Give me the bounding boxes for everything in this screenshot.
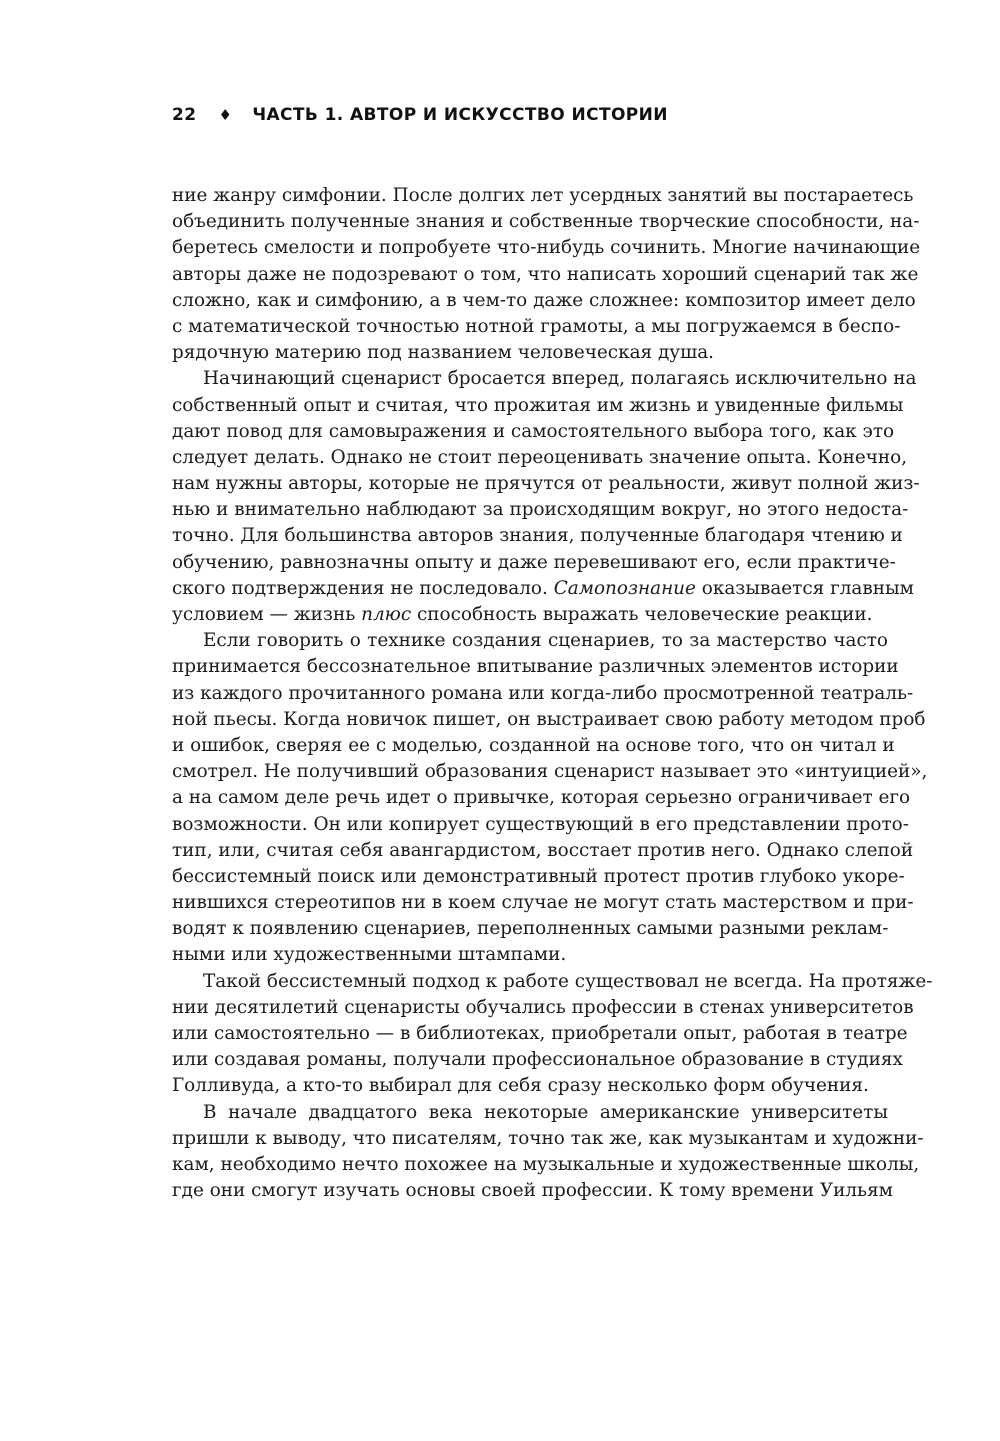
paragraph bbox=[172, 366, 920, 628]
text-span: оказывается главным bbox=[695, 577, 914, 599]
text-line: дают повод для самовыражения и самостоятельного выбора того, как это bbox=[172, 420, 895, 442]
text-line: Такой бессистемный подход к работе существовал не всегда. На протяже- bbox=[203, 970, 933, 992]
text-span: ского подтверждения не последовало. bbox=[172, 577, 554, 599]
text-line: пришли к выводу, что писателям, точно так же, как музыкантам и художни- bbox=[172, 1127, 924, 1149]
text-line: возможности. Он или копирует существующий в его представлении прото- bbox=[172, 813, 909, 835]
running-header bbox=[172, 105, 668, 125]
page-number: 22 bbox=[172, 105, 197, 125]
text-line: точно. Для большинства авторов знания, полученные благодаря чтению и bbox=[172, 525, 903, 547]
text-line: нии десятилетий сценаристы обучались профессии в стенах университетов bbox=[172, 996, 914, 1018]
italic-term: плюс bbox=[361, 604, 412, 625]
text-line: бессистемный поиск или демонстративный протест против глубоко укоре- bbox=[172, 865, 905, 887]
text-line: Голливуда, а кто-то выбирал для себя сразу несколько форм обучения. bbox=[172, 1075, 869, 1097]
diamond-separator-icon: ♦ bbox=[218, 106, 233, 124]
paragraph bbox=[172, 628, 928, 968]
text-line: где они смогут изучать основы своей профессии. К тому времени Уильям bbox=[172, 1180, 893, 1202]
text-line: кам, необходимо нечто похожее на музыкальные и художественные школы, bbox=[172, 1153, 920, 1175]
text-line: обучению, равнозначны опыту и даже перевешивают его, если практиче- bbox=[172, 551, 896, 573]
text-line: смотрел. Не получивший образования сценарист называет это «интуицией», bbox=[172, 761, 928, 783]
text-line: сложно, как и симфонию, а в чем-то даже сложнее: композитор имеет дело bbox=[172, 289, 916, 311]
chapter-title: ЧАСТЬ 1. АВТОР И ИСКУССТВО ИСТОРИИ bbox=[252, 105, 668, 125]
text-line: рядочную материю под названием человеческая душа. bbox=[172, 342, 715, 364]
text-line: тип, или, считая себя авангардистом, восстает против него. Однако слепой bbox=[172, 839, 914, 861]
text-line: ной пьесы. Когда новичок пишет, он выстраивает свою работу методом проб bbox=[172, 708, 926, 730]
text-line: нью и внимательно наблюдают за происходящим вокруг, но этого недоста- bbox=[172, 499, 909, 521]
paragraph bbox=[172, 1100, 924, 1205]
text-line: Если говорить о технике создания сценариев, то за мастерство часто bbox=[203, 630, 888, 652]
text-span: способность выражать человеческие реакции. bbox=[411, 604, 873, 625]
text-line bbox=[172, 576, 914, 602]
text-line: или создавая романы, получали профессиональное образование в студиях bbox=[172, 1049, 903, 1071]
text-line: собственный опыт и считая, что прожитая им жизнь и увиденные фильмы bbox=[172, 394, 904, 416]
text-line: В начале двадцатого века некоторые американские университеты bbox=[203, 1101, 888, 1123]
text-line: беретесь смелости и попробуете что-нибудь сочинить. Многие начинающие bbox=[172, 237, 921, 259]
paragraph bbox=[172, 183, 921, 366]
text-line: объединить полученные знания и собственные творческие способности, на- bbox=[172, 211, 920, 233]
text-line: ние жанру симфонии. После долгих лет усердных занятий вы постараетесь bbox=[172, 185, 914, 206]
text-line: принимается бессознательное впитывание различных элементов истории bbox=[172, 656, 899, 678]
italic-term: Самопознание bbox=[553, 577, 696, 599]
text-line: водят к появлению сценариев, переполненных самыми разными реклам- bbox=[172, 918, 889, 940]
text-line: нам нужны авторы, которые не прячутся от реальности, живут полной жиз- bbox=[172, 473, 920, 495]
paragraph bbox=[172, 969, 933, 1100]
text-line: из каждого прочитанного романа или когда-либо просмотренной театраль- bbox=[172, 682, 914, 704]
text-line: Начинающий сценарист бросается вперед, полагаясь исключительно на bbox=[203, 368, 917, 390]
body-text bbox=[172, 183, 933, 1204]
text-line: или самостоятельно — в библиотеках, приобретали опыт, работая в театре bbox=[172, 1023, 908, 1044]
text-span: условием — жизнь bbox=[172, 604, 362, 625]
text-line: нившихся стереотипов ни в коем случае не могут стать мастерством и при- bbox=[172, 892, 914, 914]
text-line bbox=[172, 602, 888, 628]
text-line: следует делать. Однако не стоит переоценивать значение опыта. Конечно, bbox=[172, 446, 908, 468]
text-line: с математической точностью нотной грамоты, а мы погружаемся в беспо- bbox=[172, 315, 901, 337]
text-line: авторы даже не подозревают о том, что написать хороший сценарий так же bbox=[172, 263, 919, 285]
text-line: ными или художественными штампами. bbox=[172, 944, 567, 966]
text-line: а на самом деле речь идет о привычке, которая серьезно ограничивает его bbox=[172, 787, 911, 809]
text-line: и ошибок, сверяя ее с моделью, созданной на основе того, что он читал и bbox=[172, 734, 895, 756]
